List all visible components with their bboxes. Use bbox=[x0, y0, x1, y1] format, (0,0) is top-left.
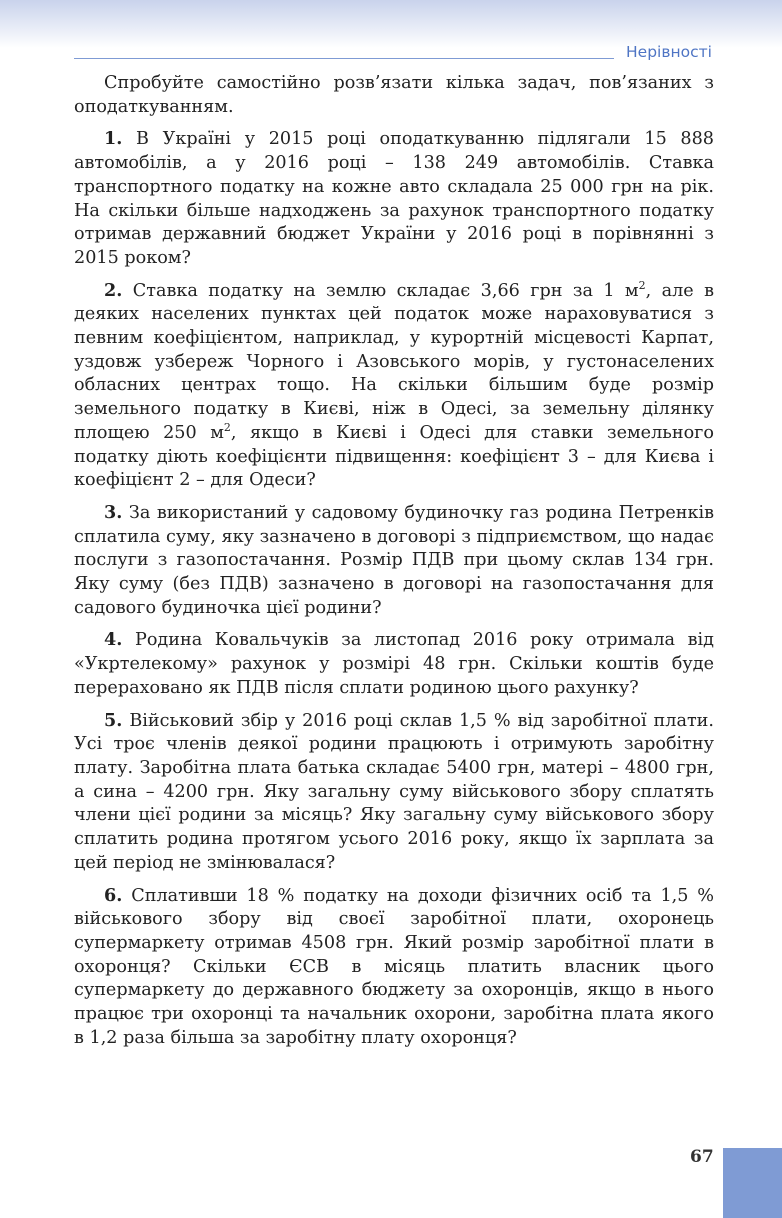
task-text: , але в деяких населених пунктах цей податок може нараховуватися з певним коефіцієнтом, наприклад, у курортній місцевості Карпат, уздовж узбереж Чорного і Азовського морів, у густонаселених обласних центрах тощо. На скільки більшим буде розмір земельного податку в Києві, ніж в Одесі, за земельну ділянку площею 250 м bbox=[74, 280, 715, 443]
task-2 bbox=[74, 279, 714, 493]
task-3 bbox=[74, 501, 714, 621]
task-number: 6. bbox=[104, 884, 123, 906]
task-5 bbox=[74, 709, 714, 876]
task-text: За використаний у садовому будиночку газ родина Петренків сплатила суму, яку зазначено в договорі з підприємством, що надає послуги з газопостачання. Розмір ПДВ при цьому склав 134 грн. Яку суму (без ПДВ) зазначено в договорі на газопостачання для садового будиночка цієї родини? bbox=[74, 502, 715, 618]
header-rule bbox=[74, 58, 614, 59]
task-text: Родина Ковальчуків за листопад 2016 року отримала від «Укртелекому» рахунок у розмірі 48 грн. Скільки коштів буде перераховано як ПДВ після сплати родиною цього рахунку? bbox=[74, 630, 715, 698]
task-text: , якщо в Києві і Одесі для ставки земельного податку діють коефіцієнти підвищення: коефіцієнт 3 – для Києва і коефіцієнт 2 – для Одеси? bbox=[74, 422, 714, 491]
superscript: 2 bbox=[223, 420, 231, 434]
task-text: Сплативши 18 % податку на доходи фізичних осіб та 1,5 % військового збору від своєї заробітної плати, охоронець супермаркету отримав 4508 грн. Який розмір заробітної плати в охоронця? Скільки ЄСВ в місяць платить власник цього супермаркету до державного бюджету за охоронців, якщо в нього працює три охоронці та начальник охорони, заробітна плата якого в 1,2 раза більша за заробітну плату охоронця? bbox=[74, 885, 715, 1048]
intro-paragraph: Спробуйте самостійно розв’язати кілька задач, пов’язаних з оподаткуванням. bbox=[74, 73, 714, 117]
task-number: 4. bbox=[104, 629, 123, 651]
task-text: В Україні у 2015 році оподаткуванню підлягали 15 888 автомобілів, а у 2016 році – 138 249 автомобілів. Ставка транспортного податку на кожне авто складала 25 000 грн на рік. На скільки більше надходжень за рахунок транспортного податку отримав державний бюджет України у 2016 році в порівнянні з 2015 роком? bbox=[74, 129, 714, 268]
task-text: Військовий збір у 2016 році склав 1,5 % від заробітної плати. Усі троє членів деякої родини працюють і отримують заробітну плату. Заробітна плата батька складає 5400 грн, матері – 4800 грн, а сина – 4200 грн. Яку загальну суму військового збору сплатять члени цієї родини за місяць? Яку загальну суму військового збору сплатить родина протягом усього 2016 року, якщо їх зарплата за цей період не змінювалася? bbox=[74, 710, 715, 873]
page-number: 67 bbox=[690, 1147, 714, 1167]
section-title: Нерівності bbox=[626, 43, 712, 61]
task-4 bbox=[74, 628, 714, 700]
task-number: 2. bbox=[104, 279, 123, 301]
corner-tab bbox=[723, 1148, 782, 1218]
task-number: 1. bbox=[104, 128, 123, 150]
header-band bbox=[0, 0, 782, 48]
superscript: 2 bbox=[638, 278, 646, 292]
task-1 bbox=[74, 127, 714, 270]
task-6 bbox=[74, 884, 714, 1051]
task-number: 3. bbox=[104, 501, 123, 523]
page-content bbox=[74, 72, 714, 1050]
task-text: Ставка податку на землю складає 3,66 грн за 1 м bbox=[132, 280, 639, 301]
task-number: 5. bbox=[104, 709, 123, 731]
